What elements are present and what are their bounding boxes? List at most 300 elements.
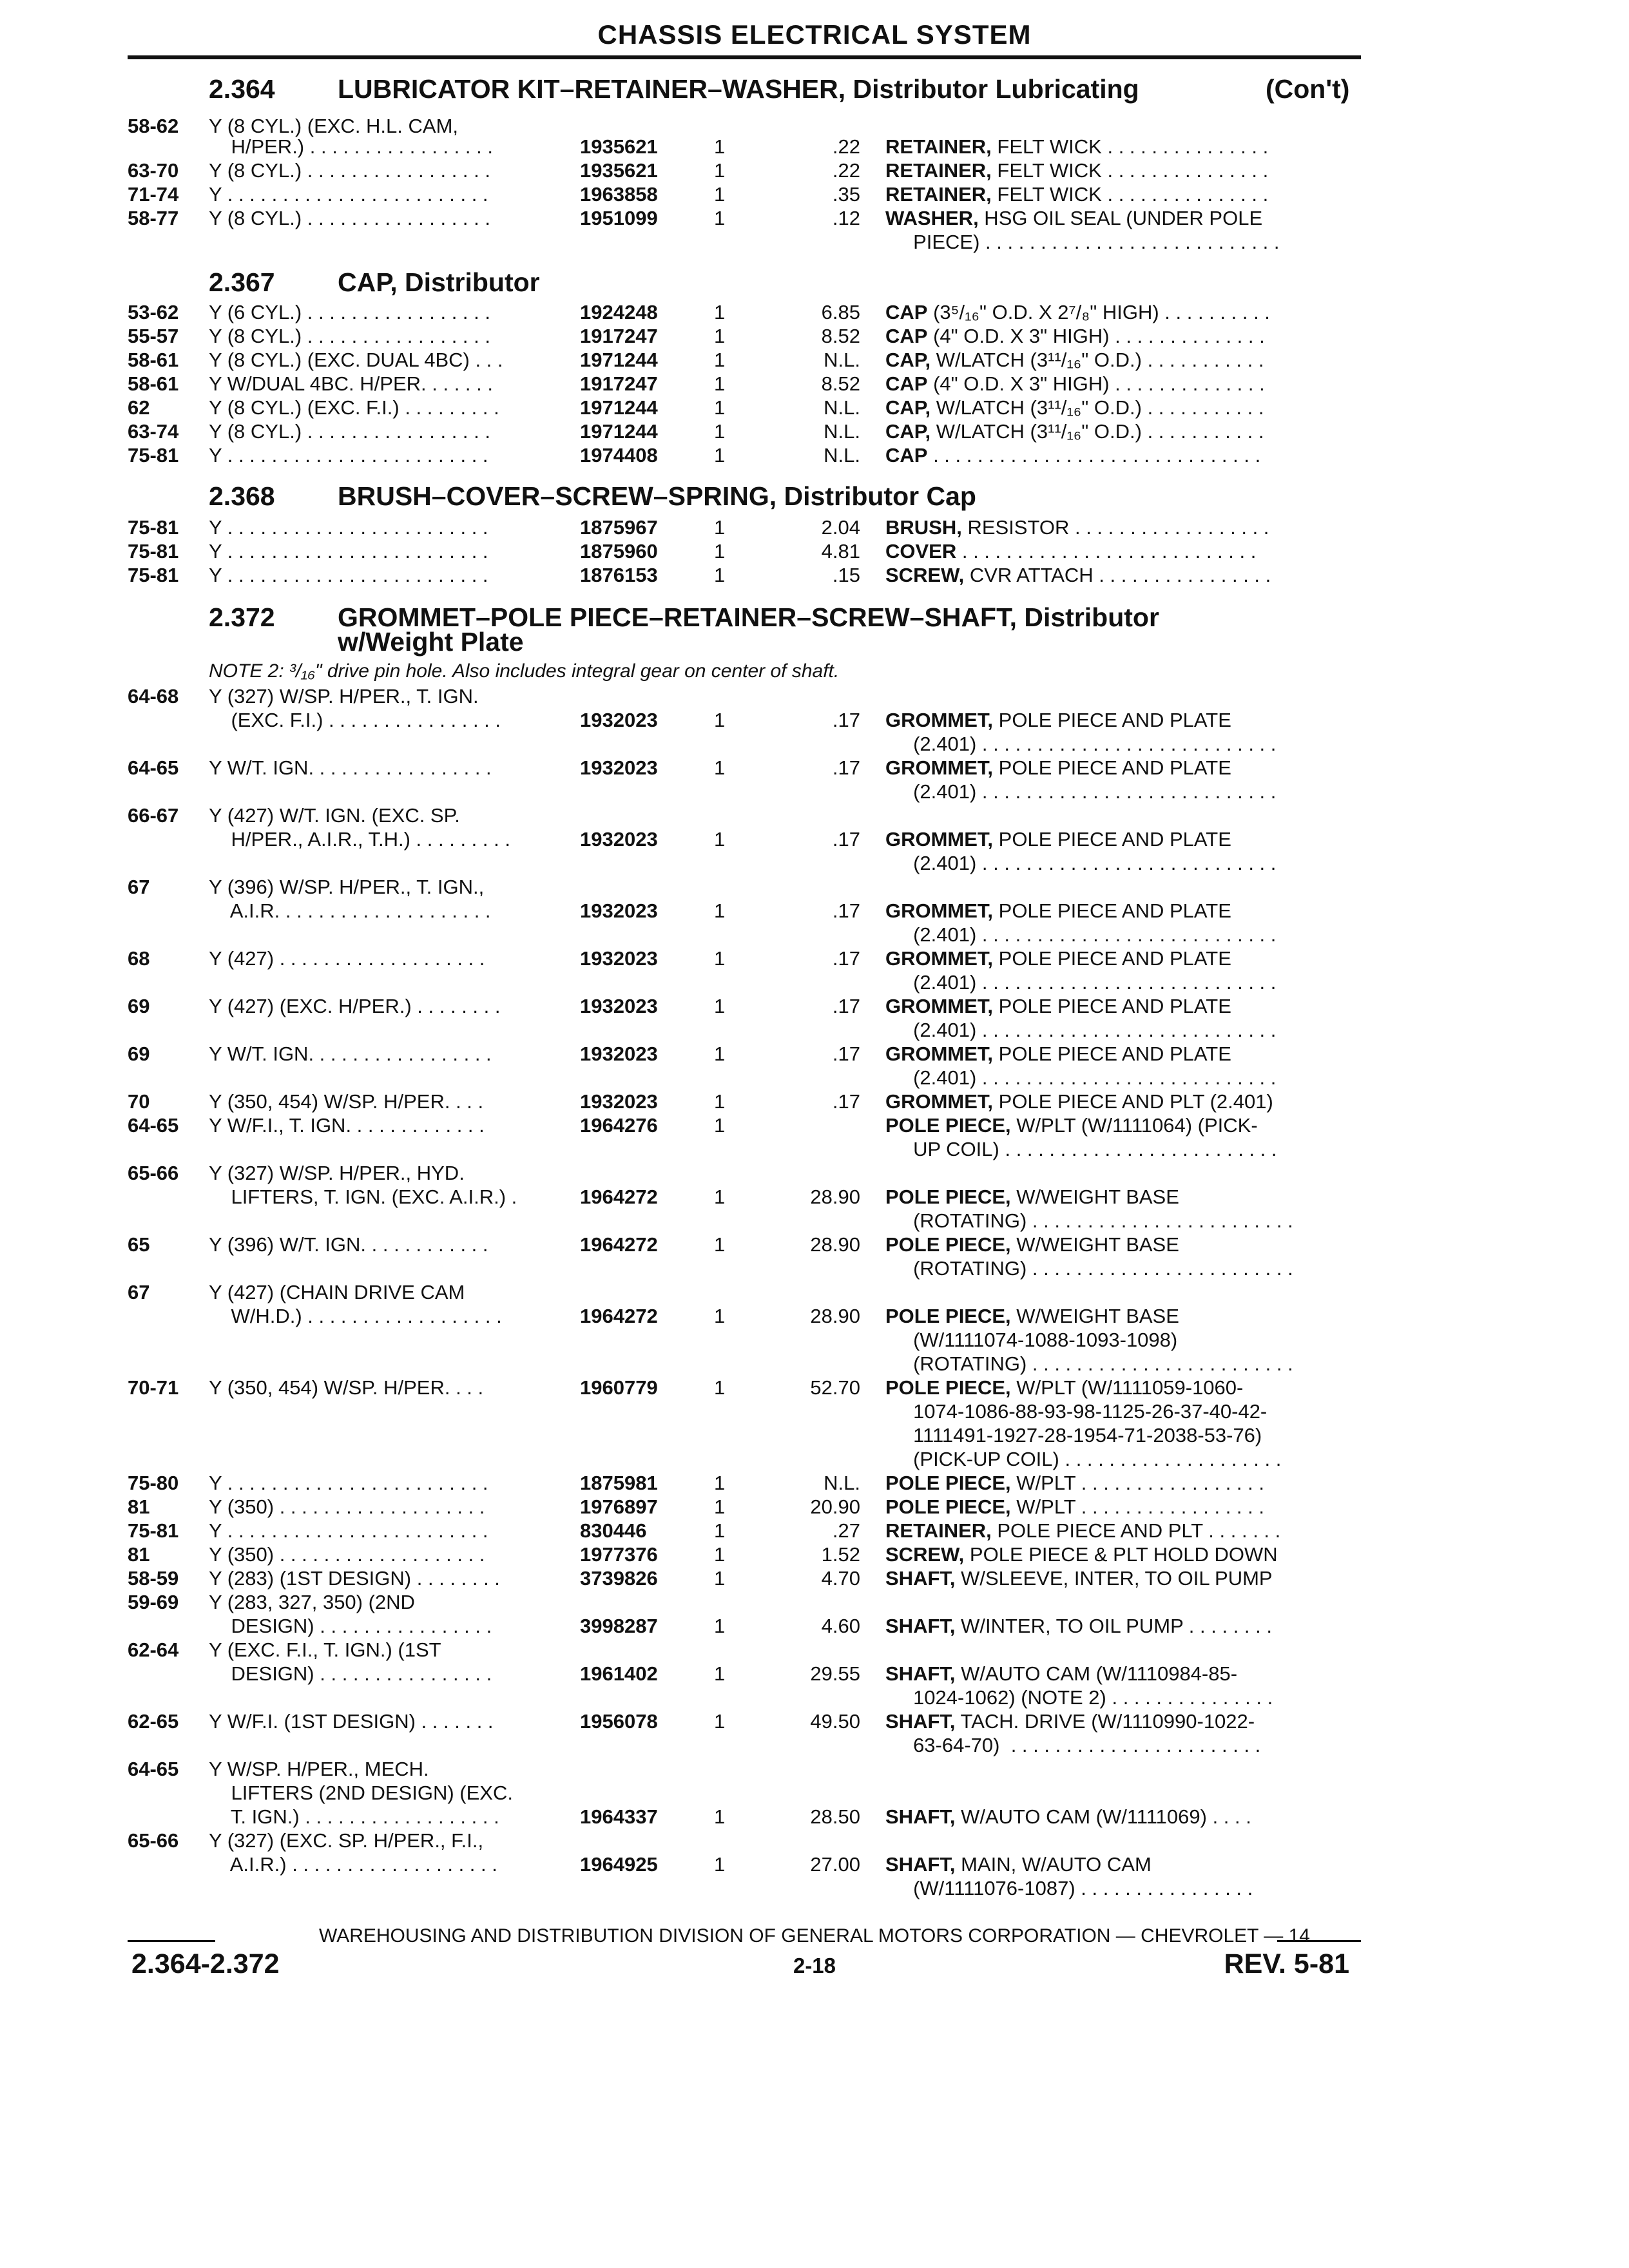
- line-description: LIFTERS (2ND DESIGN) (EXC.: [209, 1782, 513, 1804]
- price: 4.60: [821, 1615, 860, 1637]
- parts-line: [0, 1734, 1629, 1758]
- part-name-detail: 1111491-1927-28-1954-71-2038-53-76): [885, 1424, 1262, 1446]
- parts-line: [0, 1209, 1629, 1233]
- part-name-keyword: POLE PIECE,: [885, 1472, 1011, 1494]
- parts-line: [0, 1233, 1629, 1257]
- part-number: 1974408: [580, 444, 658, 466]
- part-number: 1932023: [580, 1090, 658, 1113]
- part-name-detail: W/PLT (W/1111059-1060-: [1010, 1376, 1244, 1399]
- line-description: DESIGN) . . . . . . . . . . . . . . . .: [209, 1615, 492, 1637]
- quantity: 1: [714, 301, 726, 323]
- part-name-detail: POLE PIECE AND PLATE: [993, 1043, 1231, 1065]
- price: .17: [832, 947, 860, 970]
- section-title: BRUSH–COVER–SCREW–SPRING, Distributor Cap: [338, 481, 976, 511]
- parts-line: [0, 1853, 1629, 1877]
- part-name-keyword: SHAFT,: [885, 1615, 956, 1637]
- line-years: 75-81: [128, 516, 179, 539]
- price: 4.81: [821, 540, 860, 562]
- price: .27: [832, 1519, 860, 1542]
- parts-line: [0, 1066, 1629, 1090]
- part-number: 1935621: [580, 159, 658, 182]
- part-name: [885, 135, 1268, 159]
- line-description: Y (350, 454) W/SP. H/PER. . . .: [209, 1090, 484, 1113]
- line-description: W/H.D.) . . . . . . . . . . . . . . . . . .: [209, 1305, 502, 1327]
- section-title: GROMMET–POLE PIECE–RETAINER–SCREW–SHAFT, Distributor: [338, 602, 1159, 632]
- part-name: [885, 1209, 1293, 1233]
- part-name-keyword: RETAINER,: [885, 135, 992, 158]
- line-years: 62-65: [128, 1710, 179, 1733]
- part-name-detail: (PICK-UP COIL) . . . . . . . . . . . . . . . . . . . .: [885, 1448, 1282, 1470]
- parts-line: [0, 135, 1629, 159]
- part-name-detail: W/LATCH (3¹¹/₁₆" O.D.) . . . . . . . . . . .: [930, 349, 1264, 371]
- part-name: [885, 159, 1268, 182]
- part-name: [885, 852, 1276, 875]
- quantity: 1: [714, 756, 726, 779]
- part-name: [885, 1329, 1177, 1352]
- part-name-keyword: CAP,: [885, 420, 931, 443]
- part-number: 1875960: [580, 540, 658, 562]
- part-name: [885, 1615, 1272, 1638]
- section-number: 2.364: [209, 74, 275, 104]
- part-number: 1964276: [580, 1114, 658, 1137]
- part-name-keyword: SHAFT,: [885, 1567, 956, 1590]
- line-years: 71-74: [128, 183, 179, 206]
- part-number: 1932023: [580, 1043, 658, 1065]
- part-name: [885, 1352, 1293, 1376]
- price: 27.00: [810, 1853, 860, 1876]
- line-description: Y (8 CYL.) (EXC. F.I.) . . . . . . . . .: [209, 396, 499, 419]
- parts-line: [0, 1639, 1629, 1662]
- part-name: [885, 1090, 1273, 1113]
- footer-division-line: WAREHOUSING AND DISTRIBUTION DIVISION OF GENERAL MOTORS CORPORATION — CHEVROLET — 14: [319, 1925, 1310, 1946]
- parts-line: [0, 1424, 1629, 1448]
- parts-line: [0, 207, 1629, 231]
- footer-revision: REV. 5-81: [1224, 1948, 1349, 1979]
- part-name-detail: (ROTATING) . . . . . . . . . . . . . . . . . . . . . . . .: [885, 1257, 1293, 1280]
- line-description: Y (8 CYL.) . . . . . . . . . . . . . . . . .: [209, 207, 490, 229]
- part-name-detail: (W/1111076-1087) . . . . . . . . . . . . . . . .: [885, 1877, 1253, 1899]
- quantity: 1: [714, 159, 726, 182]
- part-name-detail: (3⁵/₁₆" O.D. X 2⁷/₈" HIGH) . . . . . . . . . .: [927, 301, 1270, 323]
- part-name-keyword: SHAFT,: [885, 1853, 956, 1876]
- line-years: 81: [128, 1495, 150, 1518]
- line-years: 68: [128, 947, 150, 970]
- part-number: 1964272: [580, 1186, 658, 1208]
- part-name-detail: (2.401) . . . . . . . . . . . . . . . . . . . . . . . . . . .: [885, 1019, 1277, 1041]
- part-name-detail: FELT WICK . . . . . . . . . . . . . . .: [991, 159, 1269, 182]
- part-number: 1961402: [580, 1662, 658, 1685]
- part-name: [885, 1400, 1267, 1423]
- part-name-detail: (4" O.D. X 3" HIGH) . . . . . . . . . . . . . .: [927, 372, 1265, 395]
- parts-line: [0, 1281, 1629, 1305]
- quantity: 1: [714, 349, 726, 371]
- part-name-keyword: SCREW,: [885, 564, 965, 586]
- parts-line: [0, 1043, 1629, 1066]
- part-name: [885, 923, 1276, 947]
- part-number: 1935621: [580, 135, 658, 158]
- part-name-detail: W/WEIGHT BASE: [1010, 1233, 1179, 1256]
- quantity: 1: [714, 1090, 726, 1113]
- part-name-keyword: RETAINER,: [885, 159, 992, 182]
- line-years: 69: [128, 995, 150, 1017]
- part-name: [885, 1066, 1276, 1090]
- part-name-detail: W/SLEEVE, INTER, TO OIL PUMP: [955, 1567, 1273, 1590]
- line-years: 65-66: [128, 1829, 179, 1852]
- quantity: 1: [714, 709, 726, 731]
- part-name: [885, 1662, 1237, 1686]
- line-description: Y W/DUAL 4BC. H/PER. . . . . . .: [209, 372, 493, 395]
- quantity: 1: [714, 1186, 726, 1208]
- line-description: Y (6 CYL.) . . . . . . . . . . . . . . . . .: [209, 301, 490, 323]
- parts-line: [0, 1686, 1629, 1710]
- parts-line: [0, 1162, 1629, 1186]
- parts-line: [0, 183, 1629, 207]
- section-title: LUBRICATOR KIT–RETAINER–WASHER, Distributor Lubricating: [338, 74, 1139, 104]
- quantity: 1: [714, 1043, 726, 1065]
- part-name: [885, 1853, 1152, 1876]
- part-name-keyword: SCREW,: [885, 1543, 965, 1566]
- line-years: 59-69: [128, 1591, 179, 1613]
- parts-line: [0, 1329, 1629, 1352]
- quantity: 1: [714, 947, 726, 970]
- line-description: Y W/T. IGN. . . . . . . . . . . . . . . . .: [209, 756, 492, 779]
- quantity: 1: [714, 396, 726, 419]
- section-2-367-heading: [209, 267, 540, 298]
- part-name-detail: W/AUTO CAM (W/1111069) . . . .: [955, 1805, 1251, 1828]
- part-name-detail: MAIN, W/AUTO CAM: [955, 1853, 1152, 1876]
- part-name: [885, 1114, 1258, 1137]
- part-name-detail: W/PLT (W/1111064) (PICK-: [1010, 1114, 1258, 1137]
- part-number: 1876153: [580, 564, 658, 586]
- part-name-detail: (4" O.D. X 3" HIGH) . . . . . . . . . . . . . .: [927, 325, 1265, 347]
- part-number: 1977376: [580, 1543, 658, 1566]
- line-years: 64-65: [128, 1114, 179, 1137]
- parts-line: [0, 1352, 1629, 1376]
- parts-line: [0, 1495, 1629, 1519]
- line-years: 58-59: [128, 1567, 179, 1590]
- price: N.L.: [824, 349, 860, 371]
- line-description: Y (283, 327, 350) (2ND: [209, 1591, 415, 1613]
- part-name-keyword: CAP: [885, 372, 928, 395]
- price: 8.52: [821, 372, 860, 395]
- part-name-detail: W/WEIGHT BASE: [1010, 1305, 1179, 1327]
- parts-line: [0, 396, 1629, 420]
- part-number: 1976897: [580, 1495, 658, 1518]
- quantity: 1: [714, 372, 726, 395]
- line-description: Y (396) W/SP. H/PER., T. IGN.,: [209, 876, 485, 898]
- part-name: [885, 1877, 1253, 1900]
- part-name: [885, 828, 1231, 851]
- line-description: Y . . . . . . . . . . . . . . . . . . . . . . . .: [209, 540, 488, 562]
- price: 6.85: [821, 301, 860, 323]
- part-name-detail: 1024-1062) (NOTE 2) . . . . . . . . . . . . . . .: [885, 1686, 1273, 1709]
- part-number: 1964925: [580, 1853, 658, 1876]
- part-name-keyword: SHAFT,: [885, 1805, 956, 1828]
- line-description: Y . . . . . . . . . . . . . . . . . . . . . . . .: [209, 516, 488, 539]
- part-name-keyword: SHAFT,: [885, 1710, 956, 1733]
- part-name-detail: 63-64-70) . . . . . . . . . . . . . . . . . . . . . . .: [885, 1734, 1261, 1756]
- part-name-detail: (2.401) . . . . . . . . . . . . . . . . . . . . . . . . . . .: [885, 733, 1277, 755]
- part-number: 1875981: [580, 1472, 658, 1494]
- line-years: 70-71: [128, 1376, 179, 1399]
- part-name-keyword: GROMMET,: [885, 828, 994, 850]
- line-years: 62-64: [128, 1639, 179, 1661]
- line-years: 67: [128, 876, 150, 898]
- section-2-372-heading-line2: w/Weight Plate: [338, 627, 524, 657]
- part-name-detail: FELT WICK . . . . . . . . . . . . . . .: [991, 183, 1269, 206]
- parts-line: [0, 159, 1629, 183]
- parts-line: [0, 1138, 1629, 1162]
- line-years: 62: [128, 396, 150, 419]
- part-name-detail: (2.401) . . . . . . . . . . . . . . . . . . . . . . . . . . .: [885, 1066, 1277, 1089]
- parts-line: [0, 444, 1629, 468]
- part-number: 1932023: [580, 995, 658, 1017]
- part-name-keyword: CAP,: [885, 396, 931, 419]
- part-name-detail: POLE PIECE AND PLATE: [993, 995, 1231, 1017]
- parts-line: [0, 1448, 1629, 1472]
- part-number: 1963858: [580, 183, 658, 206]
- price: .17: [832, 709, 860, 731]
- part-name: [885, 1710, 1255, 1733]
- part-name: [885, 1043, 1231, 1066]
- line-years: 58-61: [128, 349, 179, 371]
- part-name-detail: . . . . . . . . . . . . . . . . . . . . . . . . . . . . . .: [927, 444, 1261, 466]
- parts-line: [0, 1567, 1629, 1591]
- part-name: [885, 947, 1231, 970]
- part-name: [885, 1448, 1281, 1471]
- footer-page-number: 2-18: [793, 1954, 836, 1977]
- part-name-detail: POLE PIECE AND PLATE: [993, 709, 1231, 731]
- part-name-detail: W/AUTO CAM (W/1110984-85-: [955, 1662, 1238, 1685]
- quantity: 1: [714, 207, 726, 229]
- part-name: [885, 1495, 1264, 1519]
- part-name-detail: (2.401) . . . . . . . . . . . . . . . . . . . . . . . . . . .: [885, 852, 1277, 874]
- price: 8.52: [821, 325, 860, 347]
- part-number: 1932023: [580, 947, 658, 970]
- part-name-detail: W/PLT . . . . . . . . . . . . . . . . .: [1010, 1472, 1264, 1494]
- parts-line: [0, 1114, 1629, 1138]
- quantity: 1: [714, 1376, 726, 1399]
- line-years: 67: [128, 1281, 150, 1303]
- part-name-keyword: GROMMET,: [885, 709, 994, 731]
- price: .17: [832, 995, 860, 1017]
- part-name-keyword: GROMMET,: [885, 1043, 994, 1065]
- line-description: Y (327) W/SP. H/PER., HYD.: [209, 1162, 465, 1184]
- part-name: [885, 780, 1276, 803]
- parts-line: [0, 709, 1629, 733]
- line-description: Y . . . . . . . . . . . . . . . . . . . . . . . .: [209, 564, 488, 586]
- price: 4.70: [821, 1567, 860, 1590]
- quantity: 1: [714, 1567, 726, 1590]
- part-name-keyword: CAP: [885, 325, 928, 347]
- parts-line: [0, 1829, 1629, 1853]
- part-name-detail: W/INTER, TO OIL PUMP . . . . . . . .: [955, 1615, 1272, 1637]
- parts-line: [0, 852, 1629, 876]
- line-years: 58-62: [128, 115, 179, 137]
- parts-line: [0, 1400, 1629, 1424]
- line-years: 70: [128, 1090, 150, 1113]
- price: N.L.: [824, 420, 860, 443]
- section-2-368-heading: [209, 481, 976, 512]
- part-name-keyword: POLE PIECE,: [885, 1495, 1011, 1518]
- parts-line: [0, 1186, 1629, 1209]
- line-years: 58-61: [128, 372, 179, 395]
- line-years: 63-70: [128, 159, 179, 182]
- part-name: [885, 396, 1264, 419]
- line-description: Y (8 CYL.) . . . . . . . . . . . . . . . . .: [209, 325, 490, 347]
- line-description: Y (8 CYL.) (EXC. H.L. CAM,: [209, 115, 459, 137]
- continued-label: (Con't): [1266, 74, 1350, 104]
- line-years: 75-81: [128, 1519, 179, 1542]
- line-description: Y W/F.I., T. IGN. . . . . . . . . . . . .: [209, 1114, 485, 1137]
- quantity: 1: [714, 1662, 726, 1685]
- part-name-detail: W/LATCH (3¹¹/₁₆" O.D.) . . . . . . . . . . .: [930, 420, 1264, 443]
- line-description: Y W/SP. H/PER., MECH.: [209, 1758, 429, 1780]
- quantity: 1: [714, 1472, 726, 1494]
- price: .22: [832, 159, 860, 182]
- parts-line: [0, 685, 1629, 709]
- line-years: 64-65: [128, 1758, 179, 1780]
- part-name-detail: W/WEIGHT BASE: [1010, 1186, 1179, 1208]
- part-name: [885, 444, 1260, 467]
- line-description: Y (427) (CHAIN DRIVE CAM: [209, 1281, 465, 1303]
- parts-line: [0, 828, 1629, 852]
- part-name-keyword: RETAINER,: [885, 1519, 992, 1542]
- part-number: 1932023: [580, 756, 658, 779]
- price: 29.55: [810, 1662, 860, 1685]
- parts-line: [0, 1543, 1629, 1567]
- quantity: 1: [714, 1710, 726, 1733]
- quantity: 1: [714, 325, 726, 347]
- quantity: 1: [714, 564, 726, 586]
- part-name: [885, 420, 1264, 443]
- part-name: [885, 1376, 1243, 1399]
- part-name-keyword: POLE PIECE,: [885, 1233, 1011, 1256]
- part-number: 1951099: [580, 207, 658, 229]
- line-description: H/PER.) . . . . . . . . . . . . . . . . .: [209, 135, 493, 158]
- part-name: [885, 372, 1265, 396]
- quantity: 1: [714, 516, 726, 539]
- line-description: Y (350, 454) W/SP. H/PER. . . .: [209, 1376, 484, 1399]
- quantity: 1: [714, 135, 726, 158]
- part-name: [885, 899, 1231, 923]
- part-name: [885, 1186, 1179, 1209]
- line-description: A.I.R.) . . . . . . . . . . . . . . . . . . .: [209, 1853, 497, 1876]
- quantity: 1: [714, 828, 726, 850]
- part-name-keyword: GROMMET,: [885, 947, 994, 970]
- line-description: Y (427) (EXC. H/PER.) . . . . . . . .: [209, 995, 501, 1017]
- parts-line: [0, 420, 1629, 444]
- quantity: 1: [714, 1495, 726, 1518]
- line-description: Y . . . . . . . . . . . . . . . . . . . . . . . .: [209, 1519, 488, 1542]
- line-description: Y (350) . . . . . . . . . . . . . . . . . . .: [209, 1495, 485, 1518]
- price: .17: [832, 899, 860, 922]
- part-number: 1964337: [580, 1805, 658, 1828]
- part-name-detail: POLE PIECE AND PLT (2.401): [993, 1090, 1273, 1113]
- line-years: 63-74: [128, 420, 179, 443]
- part-name: [885, 1424, 1262, 1447]
- part-number: 3739826: [580, 1567, 658, 1590]
- line-years: 55-57: [128, 325, 179, 347]
- quantity: 1: [714, 1853, 726, 1876]
- quantity: 1: [714, 420, 726, 443]
- line-description: Y W/T. IGN. . . . . . . . . . . . . . . . .: [209, 1043, 492, 1065]
- header-rule: [128, 55, 1361, 59]
- part-name: [885, 1805, 1251, 1829]
- part-name-detail: (2.401) . . . . . . . . . . . . . . . . . . . . . . . . . . .: [885, 971, 1277, 994]
- parts-line: [0, 876, 1629, 899]
- part-name: [885, 1019, 1276, 1042]
- parts-line: [0, 923, 1629, 947]
- line-years: 75-81: [128, 564, 179, 586]
- quantity: 1: [714, 1543, 726, 1566]
- line-description: Y . . . . . . . . . . . . . . . . . . . . . . . .: [209, 444, 488, 466]
- part-name-detail: (2.401) . . . . . . . . . . . . . . . . . . . . . . . . . . .: [885, 780, 1277, 803]
- part-name-detail: POLE PIECE AND PLATE: [993, 947, 1231, 970]
- line-description: Y (283) (1ST DESIGN) . . . . . . . .: [209, 1567, 500, 1590]
- part-name-keyword: POLE PIECE,: [885, 1305, 1011, 1327]
- part-name-keyword: CAP,: [885, 349, 931, 371]
- part-name: [885, 325, 1265, 348]
- line-description: Y (427) . . . . . . . . . . . . . . . . . . .: [209, 947, 485, 970]
- part-name: [885, 1233, 1179, 1256]
- part-name-detail: POLE PIECE AND PLT . . . . . . .: [991, 1519, 1281, 1542]
- part-name-detail: W/PLT . . . . . . . . . . . . . . . . .: [1010, 1495, 1264, 1518]
- part-name-detail: (2.401) . . . . . . . . . . . . . . . . . . . . . . . . . . .: [885, 923, 1277, 946]
- part-name: [885, 1519, 1280, 1542]
- quantity: 1: [714, 1615, 726, 1637]
- parts-line: [0, 1376, 1629, 1400]
- parts-line: [0, 780, 1629, 804]
- price: .35: [832, 183, 860, 206]
- line-years: 53-62: [128, 301, 179, 323]
- price: 2.04: [821, 516, 860, 539]
- part-name-detail: POLE PIECE AND PLATE: [993, 828, 1231, 850]
- price: 28.90: [810, 1186, 860, 1208]
- part-number: 1917247: [580, 325, 658, 347]
- page-header: CHASSIS ELECTRICAL SYSTEM: [597, 19, 1032, 50]
- part-name-keyword: GROMMET,: [885, 1090, 994, 1113]
- part-name-detail: POLE PIECE & PLT HOLD DOWN: [964, 1543, 1278, 1566]
- section-2-364-heading: [209, 74, 1350, 104]
- price: .17: [832, 756, 860, 779]
- parts-line: [0, 1758, 1629, 1782]
- part-number: 1964272: [580, 1305, 658, 1327]
- part-name: [885, 207, 1262, 230]
- price: .17: [832, 828, 860, 850]
- line-description: DESIGN) . . . . . . . . . . . . . . . .: [209, 1662, 492, 1685]
- part-name-keyword: GROMMET,: [885, 899, 994, 922]
- quantity: 1: [714, 1519, 726, 1542]
- part-name-detail: POLE PIECE AND PLATE: [993, 899, 1231, 922]
- quantity: 1: [714, 1233, 726, 1256]
- line-description: LIFTERS, T. IGN. (EXC. A.I.R.) .: [209, 1186, 517, 1208]
- note-2: NOTE 2: ³/₁₆" drive pin hole. Also includes integral gear on center of shaft.: [209, 660, 840, 682]
- part-name: [885, 1138, 1277, 1161]
- part-name-detail: POLE PIECE AND PLATE: [993, 756, 1231, 779]
- part-name-keyword: POLE PIECE,: [885, 1114, 1011, 1137]
- part-name: [885, 709, 1231, 732]
- part-name-detail: (ROTATING) . . . . . . . . . . . . . . . . . . . . . . . .: [885, 1209, 1293, 1232]
- parts-line: [0, 1877, 1629, 1901]
- part-number: 1924248: [580, 301, 658, 323]
- parts-line: [0, 1519, 1629, 1543]
- quantity: 1: [714, 540, 726, 562]
- parts-line: [0, 1019, 1629, 1043]
- parts-line: [0, 1472, 1629, 1495]
- parts-line: [0, 971, 1629, 995]
- parts-line: [0, 372, 1629, 396]
